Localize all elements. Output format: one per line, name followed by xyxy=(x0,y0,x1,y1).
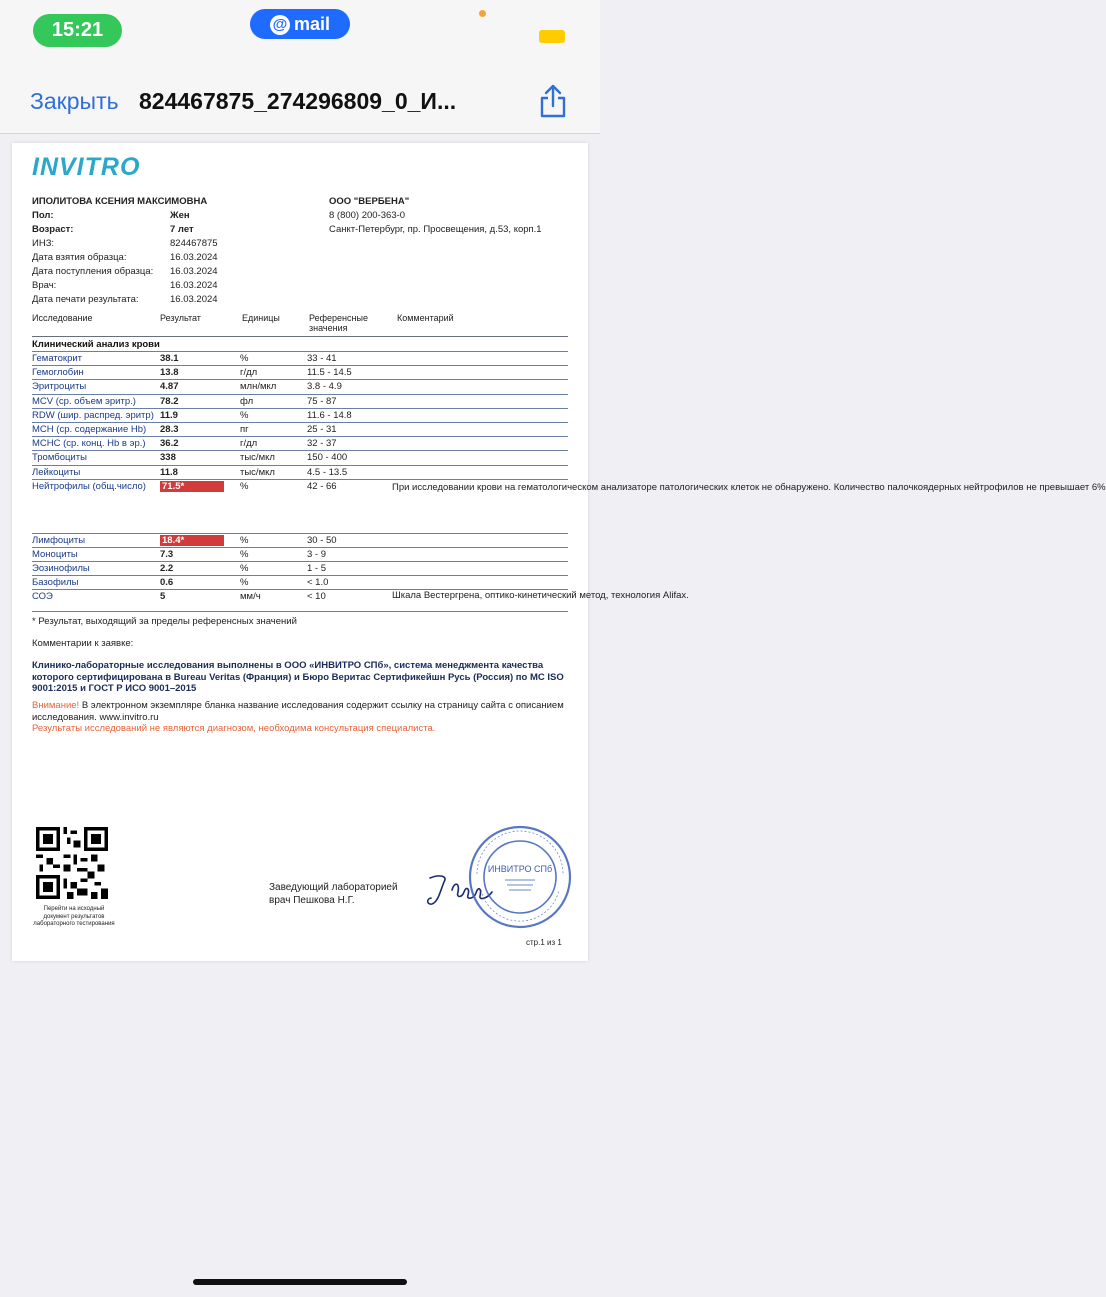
clinic-phone: 8 (800) 200-363-0 xyxy=(329,210,406,221)
test-link[interactable]: СОЭ xyxy=(32,591,53,603)
table-row xyxy=(32,422,568,436)
reference-value: 75 - 87 xyxy=(307,395,337,407)
result-value-flagged: 18.4* xyxy=(160,535,224,546)
table-row xyxy=(32,589,689,611)
attention-word: Внимание! xyxy=(32,700,80,711)
clinic-address: Санкт-Петербург, пр. Просвещения, д.53, корп.1 xyxy=(329,224,542,235)
signer-name: врач Пешкова Н.Г. xyxy=(269,895,355,906)
mail-app-label: mail xyxy=(293,14,331,34)
unit-value: фл xyxy=(240,395,254,407)
unit-value: пг xyxy=(240,423,249,435)
header-test: Исследование xyxy=(32,313,93,323)
reference-value: 30 - 50 xyxy=(307,534,337,546)
result-value: 338 xyxy=(160,452,176,464)
privacy-dot-icon xyxy=(479,10,486,17)
reference-value: 11.5 - 14.5 xyxy=(307,367,352,379)
reference-value: 3 - 9 xyxy=(307,548,327,560)
header-reference-2: значения xyxy=(309,323,348,333)
result-value: 2.2 xyxy=(160,563,174,575)
comments-label: Комментарии к заявке: xyxy=(32,638,134,649)
comment-value: При исследовании крови на гематологическом анализаторе патологических клеток не обнаружено. Количество палочкоядерных нейтрофилов не превышает 6% xyxy=(392,481,1106,493)
table-row xyxy=(32,450,568,464)
test-link[interactable]: Эритроциты xyxy=(32,381,87,393)
reference-value: 32 - 37 xyxy=(307,438,337,450)
reference-value: 3.8 - 4.9 xyxy=(307,381,342,393)
status-bar xyxy=(0,0,600,62)
result-value-flagged: 71.5* xyxy=(160,481,224,492)
test-link[interactable]: MCH (ср. содержание Hb) xyxy=(32,423,147,435)
printed-value: 16.03.2024 xyxy=(170,294,218,305)
reference-value: 150 - 400 xyxy=(307,452,348,464)
table-row xyxy=(32,547,568,561)
test-link[interactable]: Эозинофилы xyxy=(32,563,90,575)
reference-value: < 10 xyxy=(307,591,326,603)
section-title: Клинический анализ крови xyxy=(32,336,568,351)
test-link[interactable]: Базофилы xyxy=(32,577,79,589)
table-row xyxy=(32,561,568,575)
unit-value: % xyxy=(240,577,249,589)
header-reference-1: Референсные xyxy=(309,313,368,323)
test-link[interactable]: Гемоглобин xyxy=(32,367,84,379)
unit-value: % xyxy=(240,563,249,575)
reference-value: 33 - 41 xyxy=(307,353,337,364)
header-reference xyxy=(309,313,368,333)
table-row xyxy=(32,479,1106,533)
reference-value: 4.5 - 13.5 xyxy=(307,466,348,478)
attention-note xyxy=(32,700,572,723)
table-row xyxy=(32,379,568,393)
invitro-logo: INVITRO xyxy=(32,153,141,181)
header-comment: Комментарий xyxy=(397,313,454,323)
result-value: 36.2 xyxy=(160,438,179,450)
signer-block xyxy=(269,881,398,907)
unit-value: % xyxy=(240,534,249,546)
disclaimer: Результаты исследований не являются диагнозом, необходима консультация специалиста. xyxy=(32,723,436,734)
received-label: Дата поступления образца: xyxy=(32,266,154,277)
status-time: 15:21 xyxy=(33,14,122,47)
qr-caption: Перейти на исходный документ результатов лабораторного тестирования xyxy=(33,906,115,927)
table-row xyxy=(32,436,568,450)
unit-value: % xyxy=(240,409,249,421)
at-icon: @ xyxy=(270,15,290,35)
results-table xyxy=(32,311,1106,612)
result-value: 11.9 xyxy=(160,409,178,421)
mail-app-pill[interactable] xyxy=(250,9,350,39)
close-button[interactable]: Закрыть xyxy=(30,88,119,114)
table-end-line xyxy=(32,611,568,612)
test-link[interactable]: MCV (ср. объем эритр.) xyxy=(32,395,136,407)
test-link[interactable]: Моноциты xyxy=(32,548,78,560)
reference-value: < 1.0 xyxy=(307,577,329,589)
result-value: 78.2 xyxy=(160,395,179,407)
unit-value: % xyxy=(240,353,249,364)
header-result: Результат xyxy=(160,313,201,323)
sex-value: Жен xyxy=(170,210,190,221)
reference-value: 25 - 31 xyxy=(307,423,337,435)
table-row xyxy=(32,394,568,408)
result-value: 4.87 xyxy=(160,381,179,393)
document-page[interactable] xyxy=(12,143,1106,961)
battery-icon xyxy=(539,30,565,43)
received-value: 16.03.2024 xyxy=(170,266,218,277)
stamp-text: ИНВИТРО СПб xyxy=(487,864,553,874)
unit-value: г/дл xyxy=(240,438,258,450)
qr-code-icon[interactable] xyxy=(36,827,108,899)
header-units: Единицы xyxy=(242,313,280,323)
table-row xyxy=(32,351,568,365)
test-link[interactable]: Гематокрит xyxy=(32,353,83,364)
test-link[interactable]: Нейтрофилы (общ.число) xyxy=(32,480,146,492)
table-row xyxy=(32,465,568,479)
test-link[interactable]: MCHC (ср. конц. Hb в эр.) xyxy=(32,438,146,450)
unit-value: млн/мкл xyxy=(240,381,277,393)
result-value: 38.1 xyxy=(160,353,179,364)
result-value: 7.3 xyxy=(160,548,174,560)
inz-label: ИНЗ: xyxy=(32,238,55,249)
unit-value: % xyxy=(240,548,249,560)
reference-value: 42 - 66 xyxy=(307,480,337,492)
unit-value: тыс/мкл xyxy=(240,452,275,464)
table-row xyxy=(32,408,568,422)
signer-title: Заведующий лабораторией xyxy=(269,882,398,893)
table-header xyxy=(32,311,568,336)
lab-stamp-icon xyxy=(465,822,575,932)
reference-value: 1 - 5 xyxy=(307,563,327,575)
sex-label: Пол: xyxy=(32,210,54,221)
test-link[interactable]: Лимфоциты xyxy=(32,534,86,546)
unit-value: % xyxy=(240,480,249,492)
table-row xyxy=(32,365,568,379)
home-indicator[interactable] xyxy=(193,1279,407,1285)
doctor-label: Врач: xyxy=(32,280,57,291)
doctor-value: 16.03.2024 xyxy=(170,280,218,291)
unit-value: мм/ч xyxy=(240,591,261,603)
result-value: 13.8 xyxy=(160,367,179,379)
result-value: 5 xyxy=(160,591,166,603)
test-link[interactable]: Лейкоциты xyxy=(32,466,81,478)
test-link[interactable]: RDW (шир. распред. эритр) xyxy=(32,409,154,421)
inz-value: 824467875 xyxy=(170,238,218,249)
reference-value: 11.6 - 14.8 xyxy=(307,409,352,421)
taken-value: 16.03.2024 xyxy=(170,252,218,263)
footnote: * Результат, выходящий за пределы референсных значений xyxy=(32,616,297,627)
clinic-name: ООО "ВЕРБЕНА" xyxy=(329,196,410,207)
result-value: 11.8 xyxy=(160,466,178,478)
result-value: 28.3 xyxy=(160,423,179,435)
result-value: 0.6 xyxy=(160,577,174,589)
patient-name: ИПОЛИТОВА КСЕНИЯ МАКСИМОВНА xyxy=(32,196,208,207)
unit-value: тыс/мкл xyxy=(240,466,275,478)
age-value: 7 лет xyxy=(170,224,194,235)
certification-text: Клинико-лабораторные исследования выполнены в ООО «ИНВИТРО СПб», система менеджмента качества которого сертифицирована в Bureau Veritas (Франция) и Бюро Веритас Сертификейшн Русь (Россия) по МС ISO 9001:2015 и ГОСТ Р ИСО 9001–2015 xyxy=(32,660,564,694)
share-icon[interactable] xyxy=(537,84,569,118)
nav-bar xyxy=(0,62,600,134)
attention-text[interactable]: В электронном экземпляре бланка название исследования содержит ссылку на страницу сайта с описанием исследования. www.invitro.ru xyxy=(32,700,564,723)
printed-label: Дата печати результата: xyxy=(32,294,139,305)
age-label: Возраст: xyxy=(32,224,74,235)
comment-value: Шкала Вестергрена, оптико-кинетический метод, технология Alifax. xyxy=(392,590,689,602)
table-row xyxy=(32,533,568,547)
page-number: стр.1 из 1 xyxy=(526,938,562,947)
taken-label: Дата взятия образца: xyxy=(32,252,127,263)
table-row xyxy=(32,575,568,589)
unit-value: г/дл xyxy=(240,367,258,379)
test-link[interactable]: Тромбоциты xyxy=(32,452,87,464)
document-title: 824467875_274296809_0_И... xyxy=(139,88,457,114)
